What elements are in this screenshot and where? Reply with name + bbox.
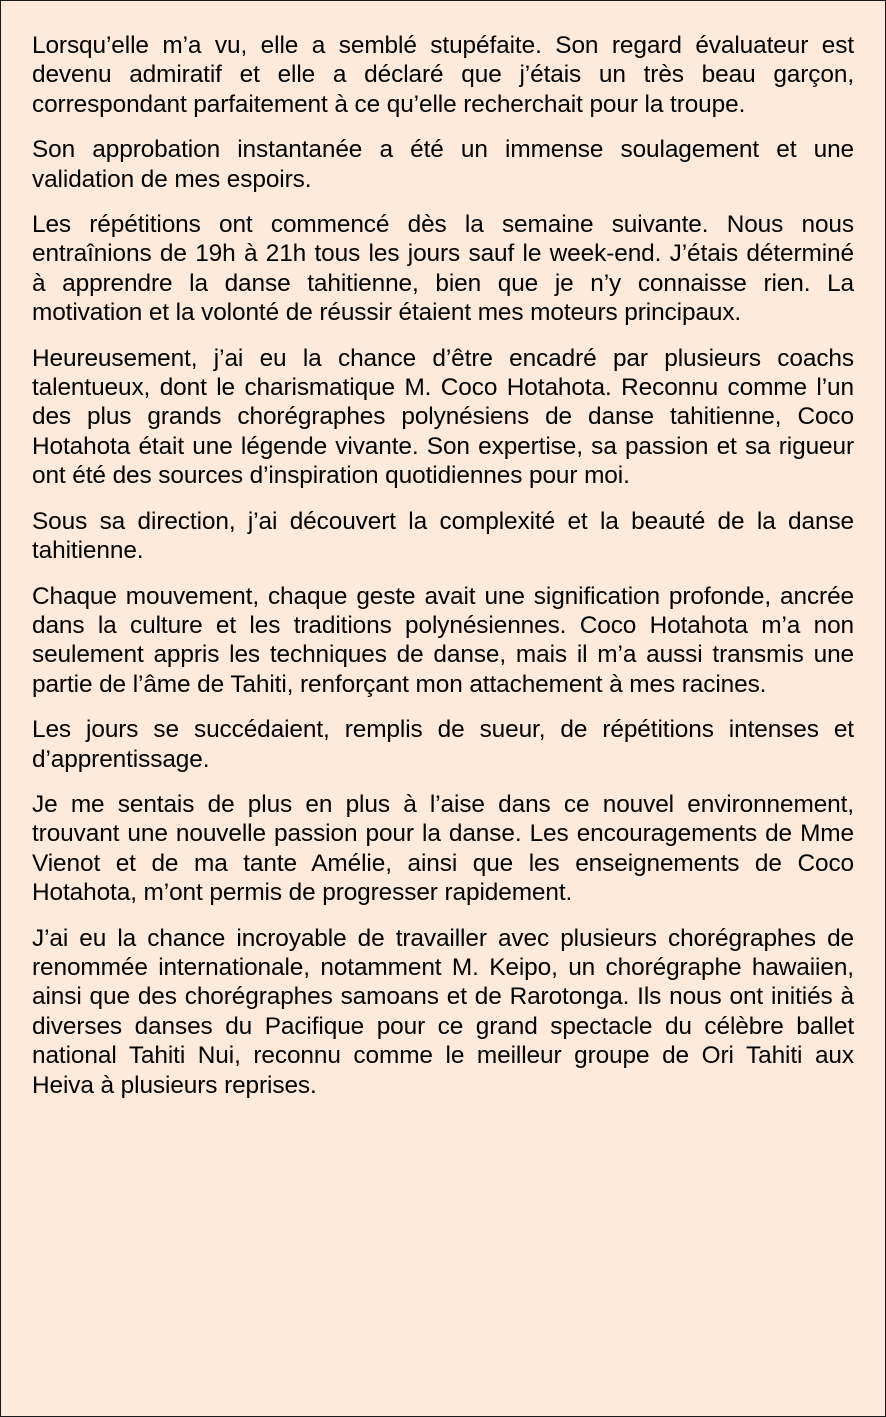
- paragraph: J’ai eu la chance incroyable de travailler avec plusieurs chorégraphes de renommée internationale, notamment M. Keipo, un chorégraphe hawaiien, ainsi que des chorégraphes samoans et de Rarotonga. Ils nous ont initiés à diverses danses du Pacifique pour ce grand spectacle du célèbre ballet national Tahiti Nui, reconnu comme le meilleur groupe de Ori Tahiti aux Heiva à plusieurs reprises.: [32, 924, 854, 1099]
- text-body: [32, 31, 854, 1116]
- paragraph: Sous sa direction, j’ai découvert la complexité et la beauté de la danse tahitienne.: [32, 507, 854, 565]
- paragraph: Les répétitions ont commencé dès la semaine suivante. Nous nous entraînions de 19h à 21h tous les jours sauf le week-end. J’étais déterminé à apprendre la danse tahitienne, bien que je n’y connaisse rien. La motivation et la volonté de réussir étaient mes moteurs principaux.: [32, 211, 854, 327]
- paragraph: Son approbation instantanée a été un immense soulagement et une validation de mes espoirs.: [32, 136, 854, 193]
- paragraph: Les jours se succédaient, remplis de sueur, de répétitions intenses et d’apprentissage.: [32, 716, 854, 773]
- paragraph: Heureusement, j’ai eu la chance d’être encadré par plusieurs coachs talentueux, dont le charismatique M. Coco Hotahota. Reconnu comme l’un des plus grands chorégraphes polynésiens de danse tahitienne, Coco Hotahota était une légende vivante. Son expertise, sa passion et sa rigueur ont été des sources d’inspiration quotidiennes pour moi.: [32, 344, 854, 490]
- paragraph: Lorsqu’elle m’a vu, elle a semblé stupéfaite. Son regard évaluateur est devenu admiratif et elle a déclaré que j’étais un très beau garçon, correspondant parfaitement à ce qu’elle recherchait pour la troupe.: [32, 32, 854, 118]
- paragraph: Chaque mouvement, chaque geste avait une signification profonde, ancrée dans la culture et les traditions polynésiennes. Coco Hotahota m’a non seulement appris les techniques de danse, mais il m’a aussi transmis une partie de l’âme de Tahiti, renforçant mon attachement à mes racines.: [32, 582, 854, 698]
- paragraph: Je me sentais de plus en plus à l’aise dans ce nouvel environnement, trouvant une nouvelle passion pour la danse. Les encouragements de Mme Vienot et de ma tante Amélie, ainsi que les enseignements de Coco Hotahota, m’ont permis de progresser rapidement.: [32, 790, 854, 907]
